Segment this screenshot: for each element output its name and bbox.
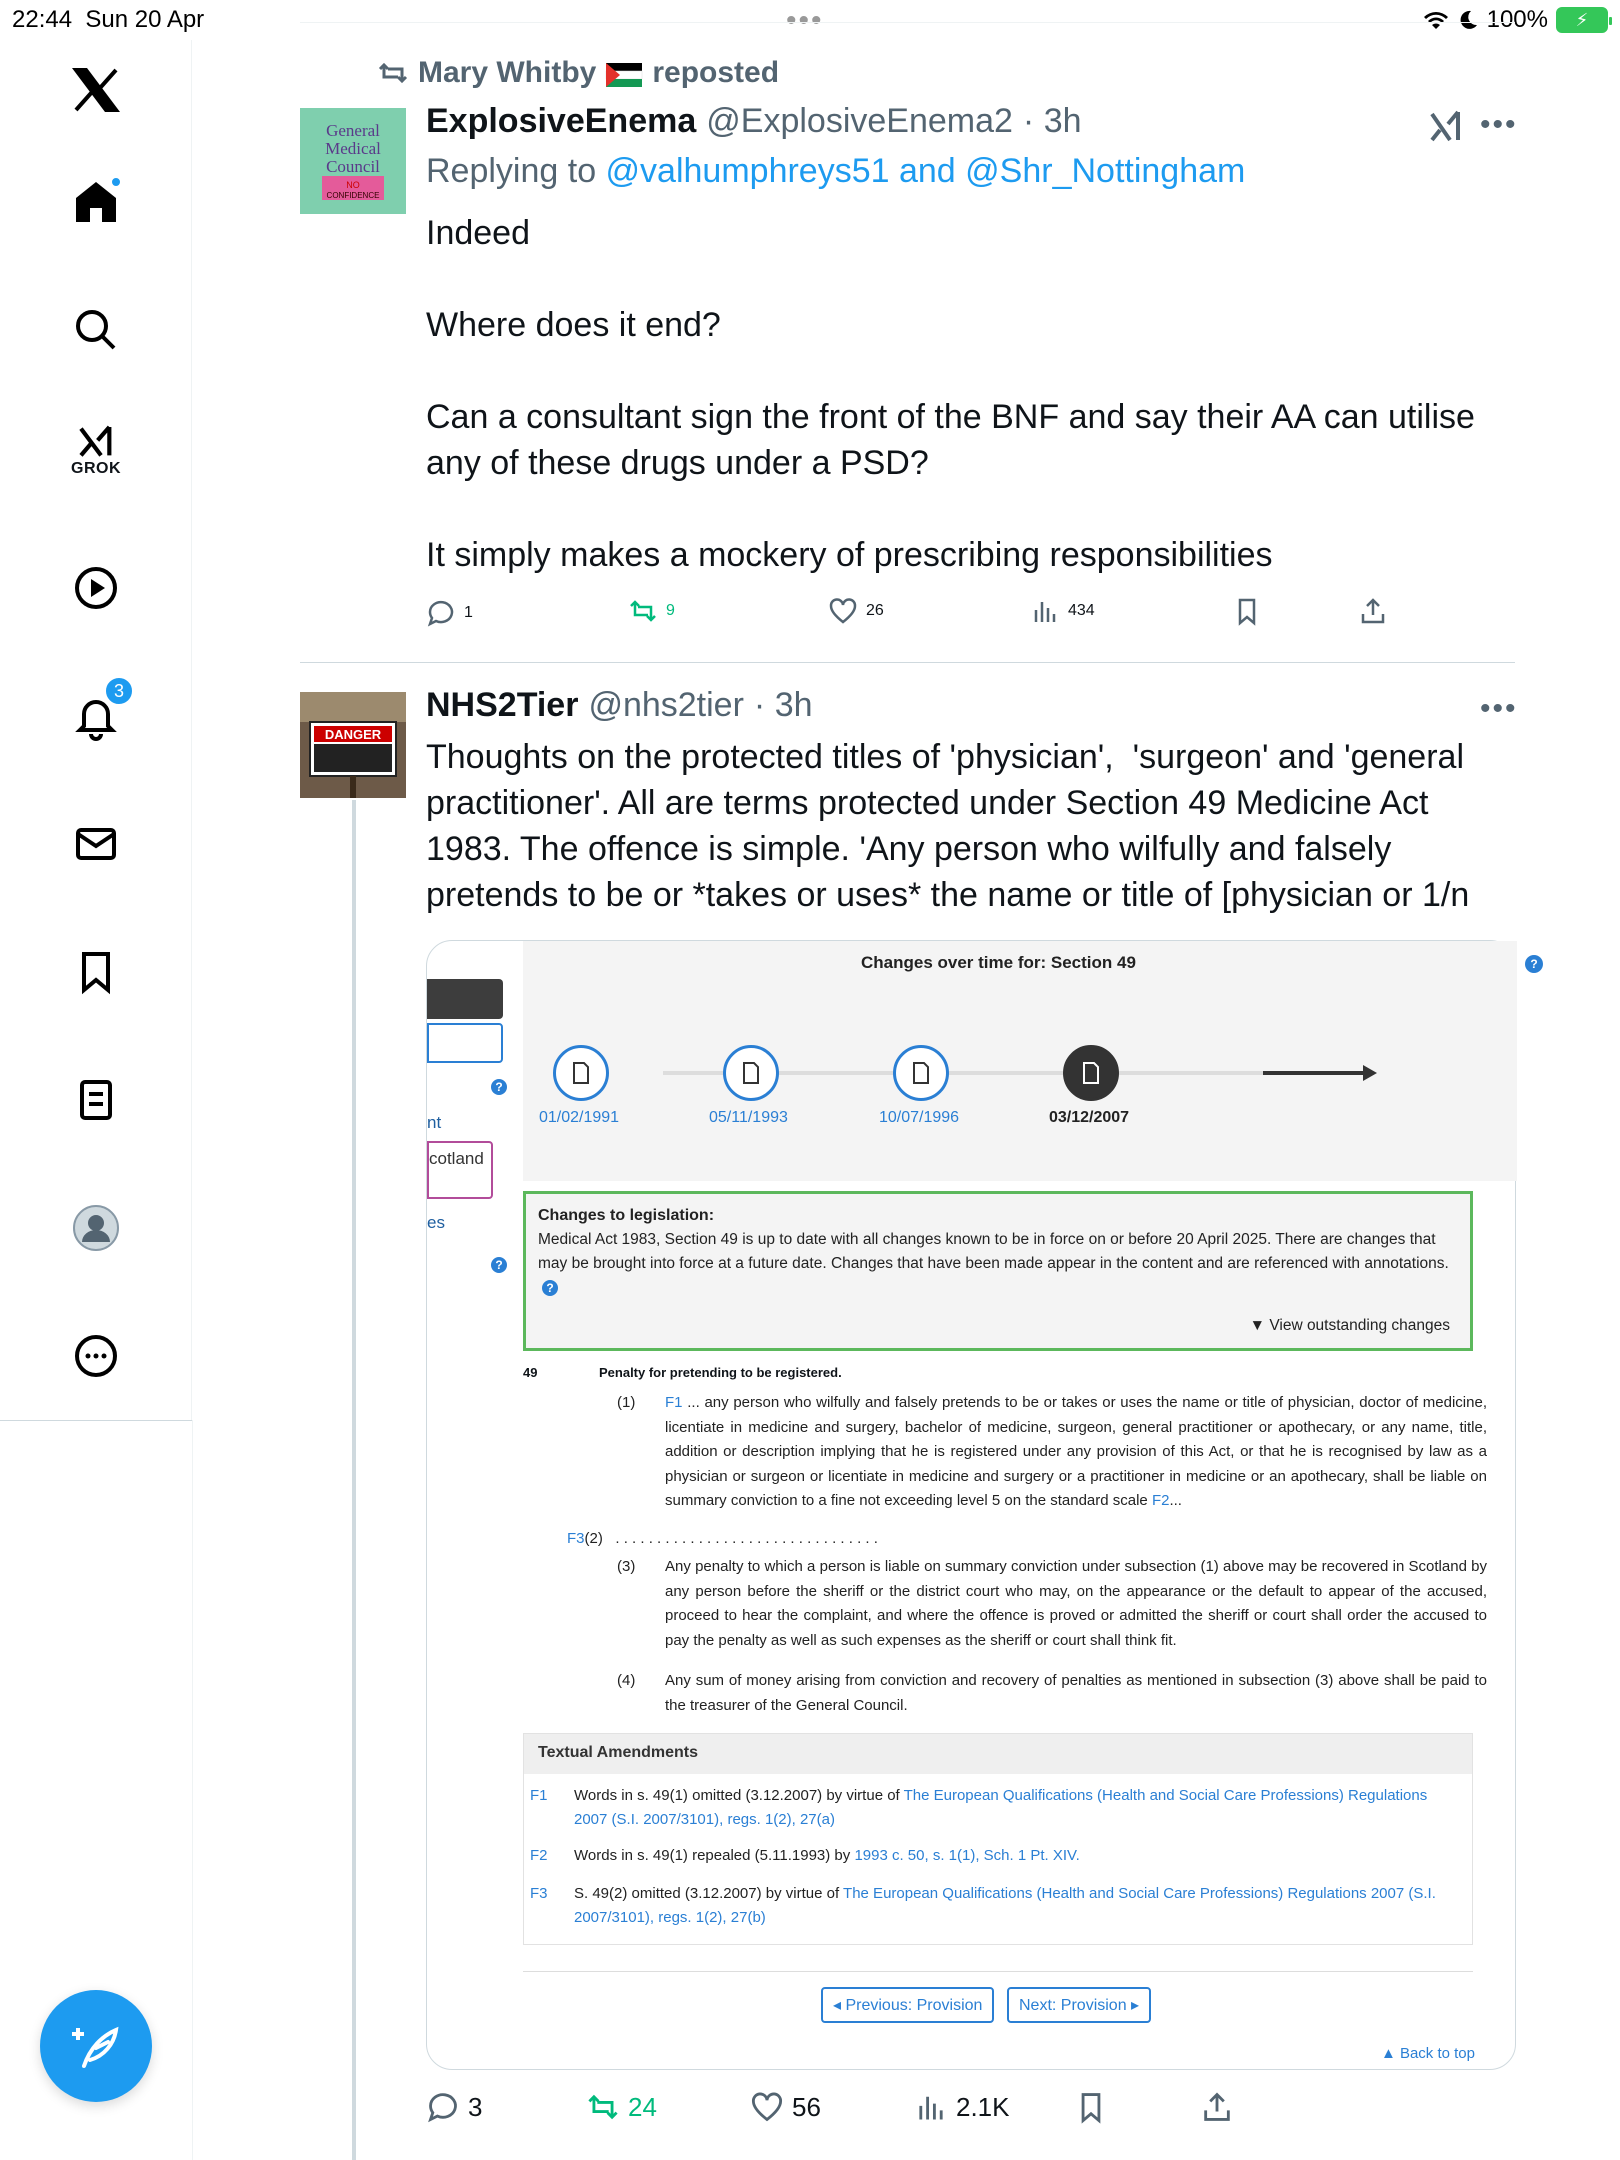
author-name[interactable]: NHS2Tier [426, 686, 579, 724]
reply-button[interactable] [426, 2090, 482, 2124]
heart-icon [828, 596, 858, 626]
section-heading: Penalty for pretending to be registered. [599, 1365, 842, 1380]
timeline-top-border [300, 22, 1515, 23]
share-icon [1200, 2090, 1234, 2124]
like-button[interactable] [750, 2090, 821, 2124]
bookmark-icon [1074, 2090, 1108, 2124]
back-to-top-link: ▲ Back to top [1380, 2045, 1475, 2062]
document-icon [1081, 1061, 1101, 1085]
help-icon: ? [491, 1079, 507, 1095]
sidebar [0, 40, 192, 1420]
bookmark-icon [1232, 596, 1262, 626]
wifi-icon [1423, 9, 1449, 31]
repost-suffix: reposted [652, 56, 780, 89]
help-icon: ? [542, 1280, 558, 1296]
media-input-field [427, 1023, 503, 1063]
avatar-sign-text: DANGER [324, 727, 382, 742]
x-logo-icon[interactable] [56, 50, 136, 130]
palestine-flag-icon [606, 61, 642, 85]
timeline-panel [523, 941, 1538, 1181]
tweet-divider [300, 662, 1515, 663]
document-icon [571, 1061, 591, 1085]
reply-icon [426, 598, 456, 628]
amendment-row: F2 Words in s. 49(1) repealed (5.11.1993) by 1993 c. 50, s. 1(1), Sch. 1 Pt. XIV. [530, 1847, 1080, 1864]
thread-connector [352, 800, 356, 2160]
textual-amendments [523, 1733, 1473, 1945]
sidebar-item-profile[interactable] [56, 1188, 136, 1268]
compose-feather-icon [68, 2018, 124, 2074]
subsection-2: F3(2) . . . . . . . . . . . . . . . . . . . . . . . . . . . . . . . . [567, 1530, 878, 1547]
help-icon: ? [491, 1257, 507, 1273]
svg-text:NO: NO [346, 180, 360, 190]
timeline-node [893, 1045, 949, 1101]
analytics-icon [914, 2090, 948, 2124]
repost-count: 9 [666, 602, 675, 619]
repost-indicator[interactable] [378, 56, 779, 90]
sidebar-item-messages[interactable] [56, 804, 136, 884]
amendment-row: F3 S. 49(2) omitted (3.12.2007) by virtue of The European Qualifications (Health and Social Care Professions) Regulations 2007 (S.I. 2007/3101), regs. 1(2), 27(b) [530, 1885, 1436, 1926]
media-left-text: es [427, 1213, 445, 1232]
media-left-text: nt [427, 1113, 442, 1132]
media-select-box: cotland [427, 1141, 493, 1199]
reply-count: 3 [468, 2091, 483, 2122]
sidebar-item-more[interactable] [56, 1316, 136, 1396]
document-icon [741, 1061, 761, 1085]
svg-text:Medical: Medical [325, 139, 381, 158]
reply-button[interactable] [426, 598, 473, 628]
moon-icon [1457, 9, 1479, 31]
tweet-text: Indeed Where does it end? Can a consultant sign the front of the BNF and say their AA can utilise any of these drugs under a PSD? It simply makes a mockery of prescribing responsibilities [426, 214, 1475, 574]
sidebar-border [192, 1420, 193, 2160]
tweet-header [426, 686, 813, 725]
timeline-node [723, 1045, 779, 1101]
grok-label: GROK [71, 460, 121, 477]
repost-icon [628, 596, 658, 626]
tweet-text: Thoughts on the protected titles of 'physician', 'surgeon' and 'general practitioner'. All are terms protected under Section 49 Medicine Act 1983. The offence is simple. 'Any person who wilfully and falsely pretends to be or *takes or uses* the name or title of [physician or 1/n [426, 738, 1470, 914]
timeline-node-current [1063, 1045, 1119, 1101]
sidebar-divider [0, 1420, 192, 1421]
mail-icon [72, 820, 120, 868]
author-handle[interactable]: @nhs2tier [588, 686, 744, 724]
media-dark-field [427, 979, 503, 1019]
repost-icon [586, 2090, 620, 2124]
sidebar-item-notifications[interactable] [56, 676, 136, 756]
search-icon [72, 306, 120, 354]
play-circle-icon [72, 564, 120, 612]
repost-button[interactable] [628, 596, 675, 626]
amendments-heading: Textual Amendments [524, 1734, 1472, 1774]
views-count: 2.1K [956, 2091, 1010, 2122]
bookmark-icon [72, 948, 120, 996]
heart-icon [750, 2090, 784, 2124]
timeline-node [553, 1045, 609, 1101]
sidebar-item-grok[interactable] [56, 410, 136, 490]
share-icon [1358, 596, 1388, 626]
reply-count: 1 [464, 604, 473, 621]
view-outstanding-changes: ▼ View outstanding changes [1249, 1317, 1450, 1334]
views-button[interactable] [1030, 596, 1095, 626]
timeline-title: Changes over time for: Section 49 [861, 953, 1136, 972]
like-count: 56 [792, 2091, 821, 2122]
share-button[interactable] [1358, 596, 1388, 626]
sidebar-item-bookmarks[interactable] [56, 932, 136, 1012]
subsection-3: (3) Any penalty to which a person is liable on summary conviction under subsection (1) above may be recovered in Scotland by any person before the sheriff or the district court who may, on the appearance or the default to appear of the accused, proceed to hear the complaint, and where the offence is proved or admitted the sheriff or court shall order the accused to pay the penalty as well as such expenses as the sheriff or court shall think fit. [617, 1558, 1487, 1649]
amendment-row: F1 Words in s. 49(1) omitted (3.12.2007) by virtue of The European Qualifications (Health and Social Care Professions) Regulations 2007 (S.I. 2007/3101), regs. 1(2), 27(a) [530, 1787, 1428, 1828]
battery-icon: ⚡ [1556, 7, 1608, 33]
grok-icon[interactable] [1428, 108, 1464, 144]
views-count: 434 [1068, 602, 1095, 619]
repost-button[interactable] [586, 2090, 657, 2124]
multitasking-dots[interactable]: ••• [786, 4, 824, 37]
media-divider [523, 1971, 1473, 1972]
tweet-header [426, 102, 1082, 141]
analytics-icon [1030, 596, 1060, 626]
notifications-badge: 3 [104, 676, 134, 706]
replying-to: Replying to @valhumphreys51 and @Shr_Nottingham [426, 152, 1246, 190]
media-left-panel [427, 941, 517, 2071]
sidebar-item-home[interactable] [56, 162, 136, 242]
changes-text: Medical Act 1983, Section 49 is up to date with all changes known to be in force on or before 20 April 2025. There are changes that may be brought into force at a future date. Changes that have been made appear in the content and are referenced with annotations. [538, 1231, 1449, 1272]
reply-targets-link[interactable]: @valhumphreys51 and @Shr_Nottingham [605, 152, 1246, 190]
more-options-icon[interactable]: ••• [1480, 692, 1518, 725]
changes-notice [523, 1191, 1473, 1351]
sidebar-item-video[interactable] [56, 548, 136, 628]
status-icons [1423, 6, 1608, 34]
timeline-date: 10/07/1996 [879, 1109, 960, 1126]
more-options-icon[interactable]: ••• [1480, 108, 1518, 141]
subsection-1: (1) F1 ... any person who wilfully and falsely pretends to be or takes or uses the name or title of physician, doctor of medicine, licentiate in medicine and surgery, bachelor of medicine, surgeon, general practitioner or apothecary, or any name, title, addition or description implying that he is registered under any provision of this Act, or that he is recognised by law as a physician or surgeon or licentiate in medicine and surgery or a practitioner in medicine or an apothecary, shall be liable on summary conviction to a fine not exceeding level 5 on the standard scale F2... [617, 1394, 1487, 1509]
reply-icon [426, 2090, 460, 2124]
document-icon [911, 1061, 931, 1085]
more-circle-icon [72, 1332, 120, 1380]
timeline-date: 01/02/1991 [539, 1109, 620, 1126]
avatar[interactable] [300, 108, 406, 214]
sidebar-item-explore[interactable] [56, 290, 136, 370]
like-count: 26 [866, 602, 884, 619]
author-handle[interactable]: @ExplosiveEnema2 [706, 102, 1013, 140]
status-time: 22:44 Sun 20 Apr [12, 6, 205, 33]
share-button[interactable] [1200, 2090, 1234, 2124]
subsection-4: (4) Any sum of money arising from conviction and recovery of penalties as mentioned in subsection (3) above shall be paid to the treasurer of the General Council. [617, 1672, 1487, 1714]
bookmark-button[interactable] [1074, 2090, 1108, 2124]
repost-by-name: Mary Whitby [418, 56, 597, 89]
repost-count: 24 [628, 2091, 657, 2122]
battery-percent: 100% [1486, 6, 1548, 33]
sidebar-item-lists[interactable] [56, 1060, 136, 1140]
status-bar [0, 0, 1620, 40]
section-number: 49 [523, 1365, 538, 1380]
tweet-time[interactable]: · 3h [753, 686, 813, 724]
grok-icon [72, 422, 120, 462]
like-button[interactable] [828, 596, 884, 626]
author-name[interactable]: ExplosiveEnema [426, 102, 697, 140]
bookmark-button[interactable] [1232, 596, 1262, 626]
views-button[interactable] [914, 2090, 1010, 2124]
timeline-date: 05/11/1993 [709, 1109, 788, 1126]
svg-text:Council: Council [326, 157, 380, 176]
help-icon: ? [1525, 955, 1543, 973]
timeline-date-current: 03/12/2007 [1049, 1109, 1130, 1126]
repost-icon [378, 61, 408, 85]
home-dot-badge [110, 176, 122, 188]
list-icon [72, 1076, 120, 1124]
tweet-time[interactable]: · 3h [1022, 102, 1082, 140]
profile-avatar-icon [72, 1204, 120, 1252]
compose-button[interactable] [40, 1990, 152, 2102]
svg-text:CONFIDENCE: CONFIDENCE [326, 191, 380, 200]
avatar[interactable] [300, 692, 406, 798]
tweet-media-image[interactable] [426, 940, 1538, 2070]
previous-provision-button: ◂ Previous: Provision [821, 1987, 994, 2023]
changes-heading: Changes to legislation: [538, 1207, 715, 1224]
svg-text:General: General [326, 121, 380, 140]
next-provision-button: Next: Provision ▸ [1007, 1987, 1151, 2023]
timeline-arrow-icon [1263, 1059, 1383, 1087]
